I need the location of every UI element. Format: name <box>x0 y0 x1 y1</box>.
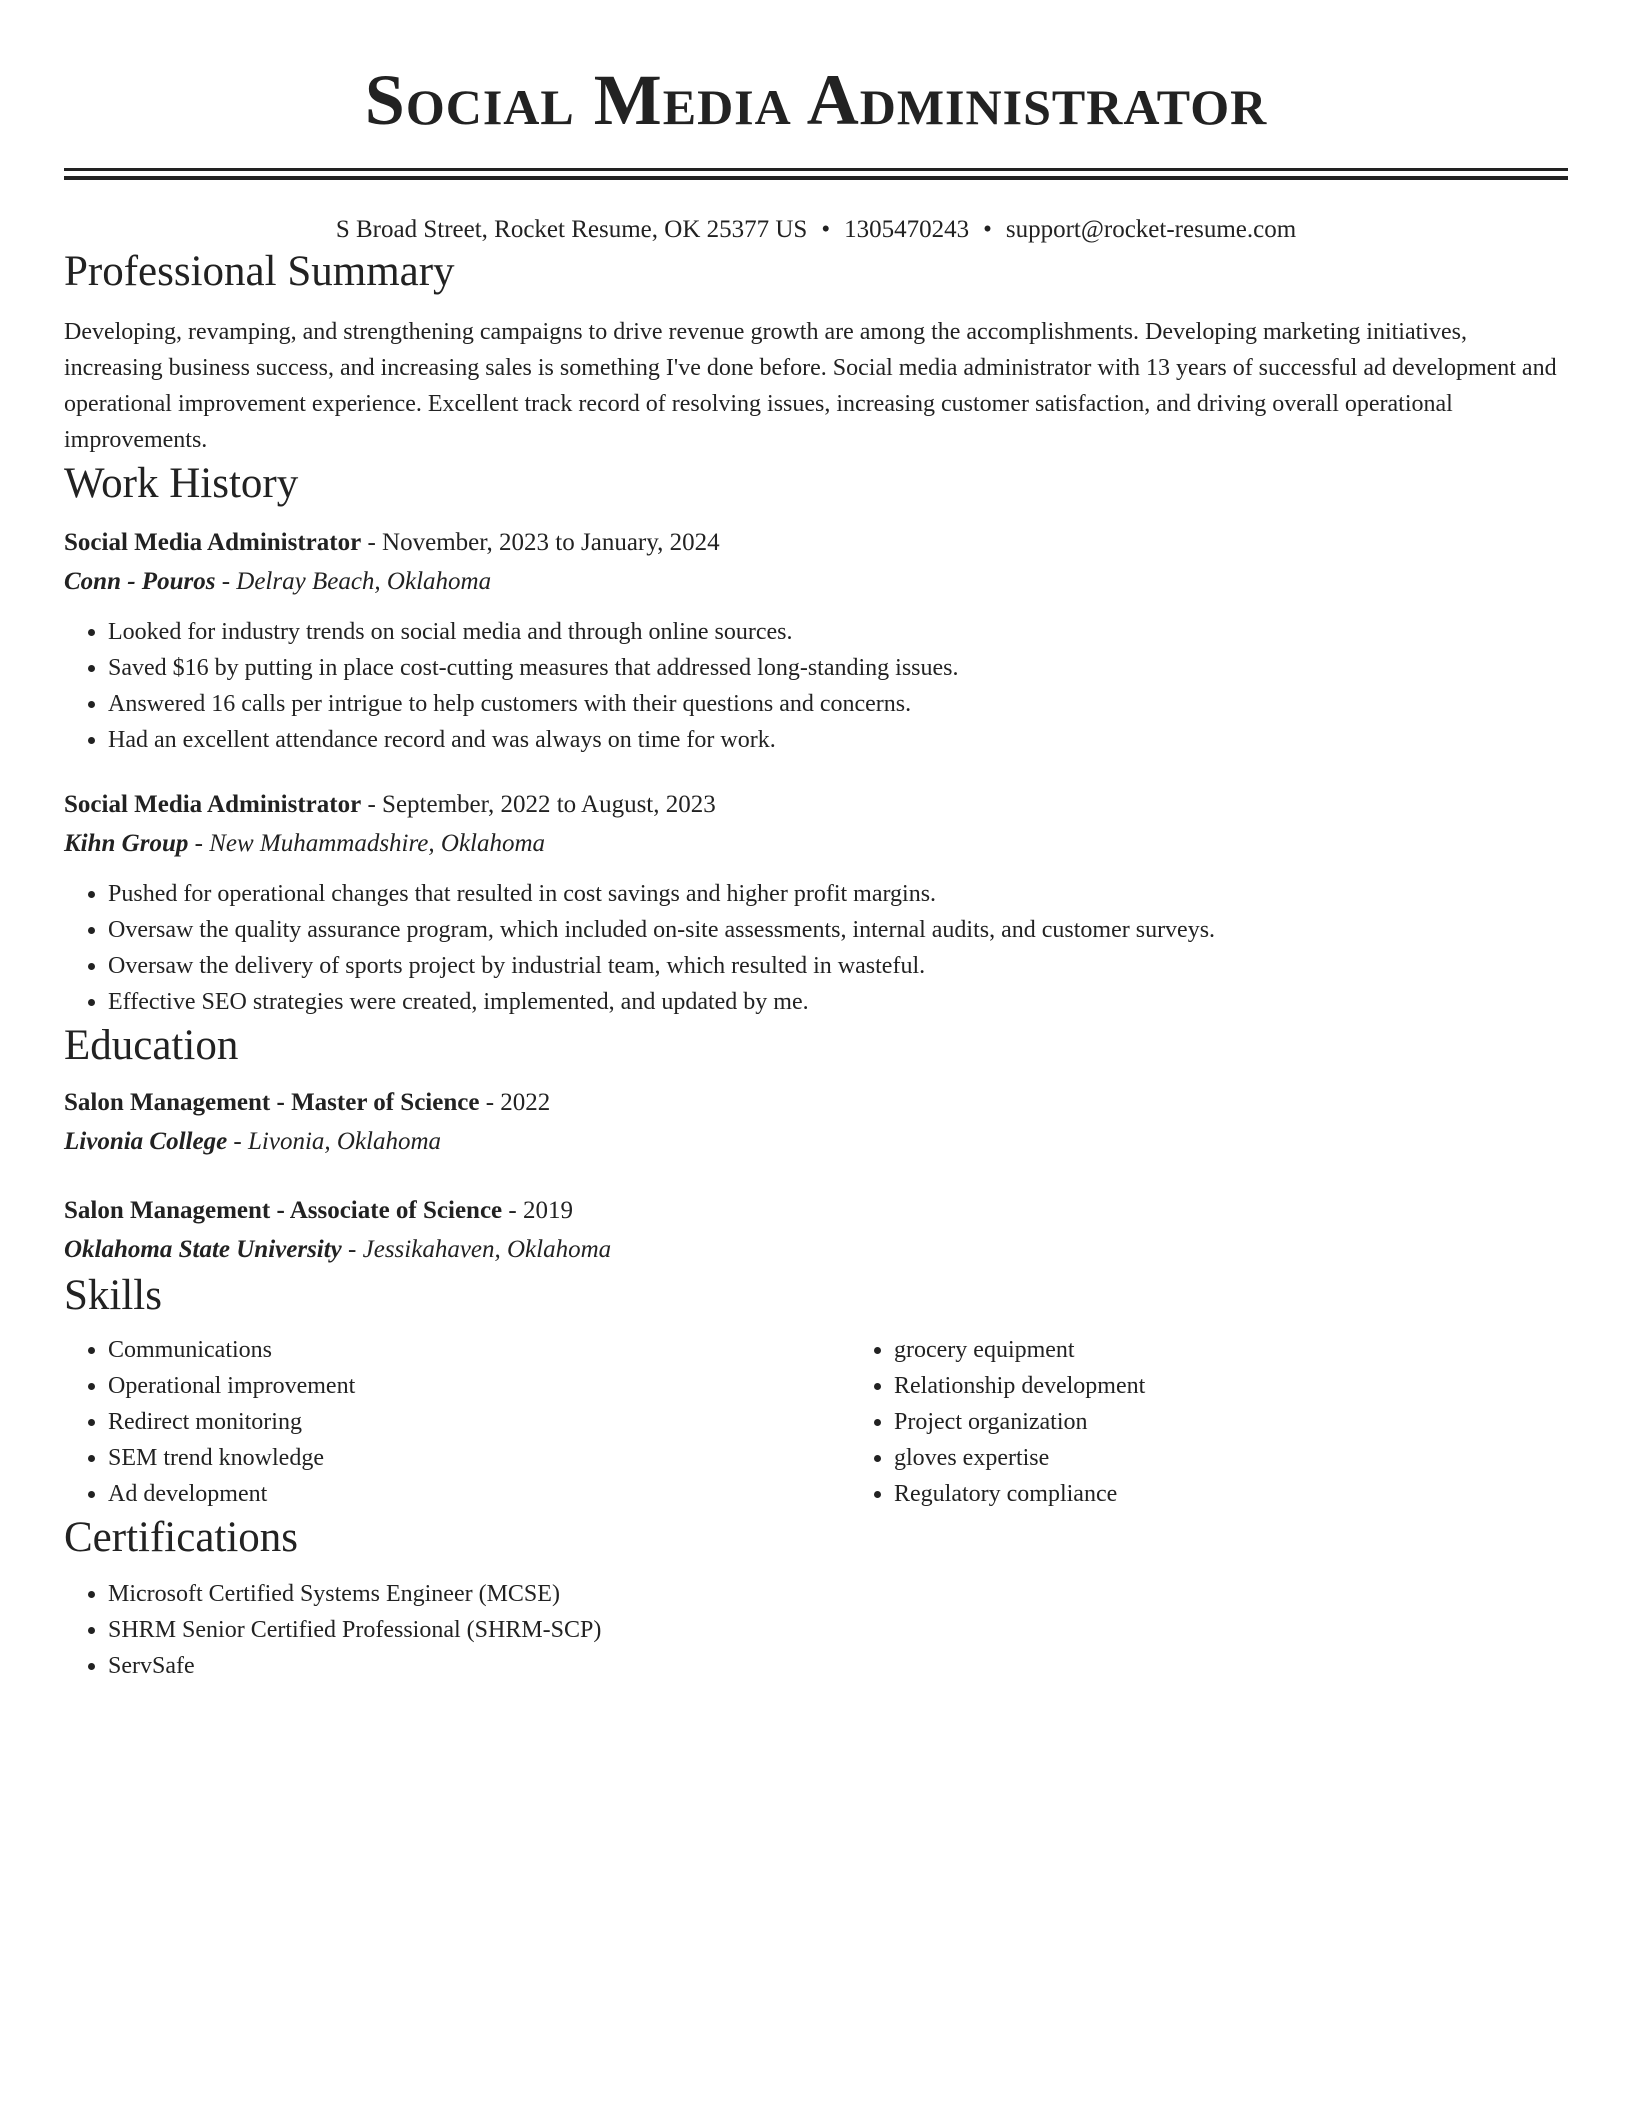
job-company-line <box>64 824 1568 864</box>
certification-item: • Microsoft Certified Systems Engineer (MCSE) <box>108 1576 1568 1612</box>
job-bullet: • Had an excellent attendance record and was always on time for work. <box>108 722 1568 758</box>
job-bullet: • Oversaw the delivery of sports project by industrial team, which resulted in wasteful. <box>108 948 1568 984</box>
work-history-heading: Work History <box>64 460 299 507</box>
education-heading: Education <box>64 1022 239 1069</box>
education-school: Livonia College <box>64 1128 228 1155</box>
job-entry <box>64 786 1568 1020</box>
job-bullet: • Looked for industry trends on social media and through online sources. <box>108 614 1568 650</box>
job-company: Kihn Group <box>64 830 189 857</box>
education-degree-line <box>64 1192 1568 1230</box>
skill-item: • Operational improvement <box>108 1368 850 1404</box>
contact-separator: • <box>983 216 992 243</box>
contact-line <box>64 214 1568 246</box>
job-bullet: • Pushed for operational changes that resulted in cost savings and higher profit margins. <box>108 876 1568 912</box>
contact-separator: • <box>821 216 831 243</box>
education-year: - 2019 <box>502 1197 573 1224</box>
skill-item: • grocery equipment <box>894 1332 1632 1368</box>
summary-heading: Professional Summary <box>64 248 455 295</box>
job-bullet: • Effective SEO strategies were created, implemented, and updated by me. <box>108 984 1568 1020</box>
job-entry <box>64 524 1568 758</box>
job-company-line <box>64 562 1568 602</box>
job-location: - New Muhammadshire, Oklahoma <box>188 830 546 857</box>
certification-item: • ServSafe <box>108 1648 1568 1684</box>
job-location: - Delray Beach, Oklahoma <box>215 568 492 595</box>
contact-address: S Broad Street, Rocket Resume, OK 25377 US <box>335 216 808 243</box>
header-divider-thin <box>64 176 1568 180</box>
skill-item: • Regulatory compliance <box>894 1476 1632 1512</box>
education-school-line <box>64 1230 1568 1270</box>
header-divider-thick <box>64 168 1568 171</box>
skill-item: • Ad development <box>108 1476 850 1512</box>
education-school: Oklahoma State University <box>64 1236 342 1263</box>
skill-item: • Communications <box>108 1332 850 1368</box>
education-degree: Salon Management - Associate of Science <box>64 1197 503 1224</box>
education-year: - 2022 <box>479 1089 551 1116</box>
job-bullet: • Saved $16 by putting in place cost-cutting measures that addressed long-standing issues. <box>108 650 1568 686</box>
contact-email: support@rocket-resume.com <box>1005 216 1297 243</box>
skill-item: • Project organization <box>894 1404 1632 1440</box>
job-bullets <box>64 614 1568 758</box>
skills-list-left <box>64 1332 850 1512</box>
education-entry <box>64 1192 1568 1270</box>
skill-item: • Redirect monitoring <box>108 1404 850 1440</box>
job-dates: - November, 2023 to January, 2024 <box>361 529 720 556</box>
job-title-line <box>64 524 1568 562</box>
job-title: Social Media Administrator <box>64 529 362 556</box>
job-bullets <box>64 876 1568 1020</box>
skills-heading: Skills <box>64 1272 162 1319</box>
certifications-list <box>64 1576 1568 1684</box>
certification-item: • SHRM Senior Certified Professional (SHRM-SCP) <box>108 1612 1568 1648</box>
skill-item: • SEM trend knowledge <box>108 1440 850 1476</box>
job-dates: - September, 2022 to August, 2023 <box>361 791 716 818</box>
education-degree: Salon Management - Master of Science <box>64 1089 480 1116</box>
certifications-heading: Certifications <box>64 1514 299 1561</box>
education-degree-line <box>64 1084 1568 1122</box>
skills-list-right <box>850 1332 1632 1512</box>
contact-phone: 1305470243 <box>844 216 970 243</box>
skill-item: • Relationship development <box>894 1368 1632 1404</box>
skills-grid <box>64 1332 1568 1512</box>
education-school-line <box>64 1122 1568 1162</box>
job-title-line <box>64 786 1568 824</box>
job-bullet: • Answered 16 calls per intrigue to help customers with their questions and concerns. <box>108 686 1568 722</box>
skill-item: • gloves expertise <box>894 1440 1632 1476</box>
job-bullet: • Oversaw the quality assurance program, which included on-site assessments, internal audits, and customer surveys. <box>108 912 1568 948</box>
job-company: Conn - Pouros <box>64 568 216 595</box>
summary-text: Developing, revamping, and strengthening campaigns to drive revenue growth are among the accomplishments. Developing marketing initiatives, increasing business success, and increasing sales is something I've done before. Social media administrator with 13 years of successful ad development and operational improvement experience. Excellent track record of resolving issues, increasing customer satisfaction, and driving overall operational improvements. <box>64 319 1557 453</box>
education-entry <box>64 1084 1568 1162</box>
education-location: - Jessikahaven, Oklahoma <box>341 1236 612 1263</box>
resume-title: Social Media Administrator <box>364 60 1268 140</box>
job-title: Social Media Administrator <box>64 791 362 818</box>
education-location: - Livonia, Oklahoma <box>227 1128 442 1155</box>
